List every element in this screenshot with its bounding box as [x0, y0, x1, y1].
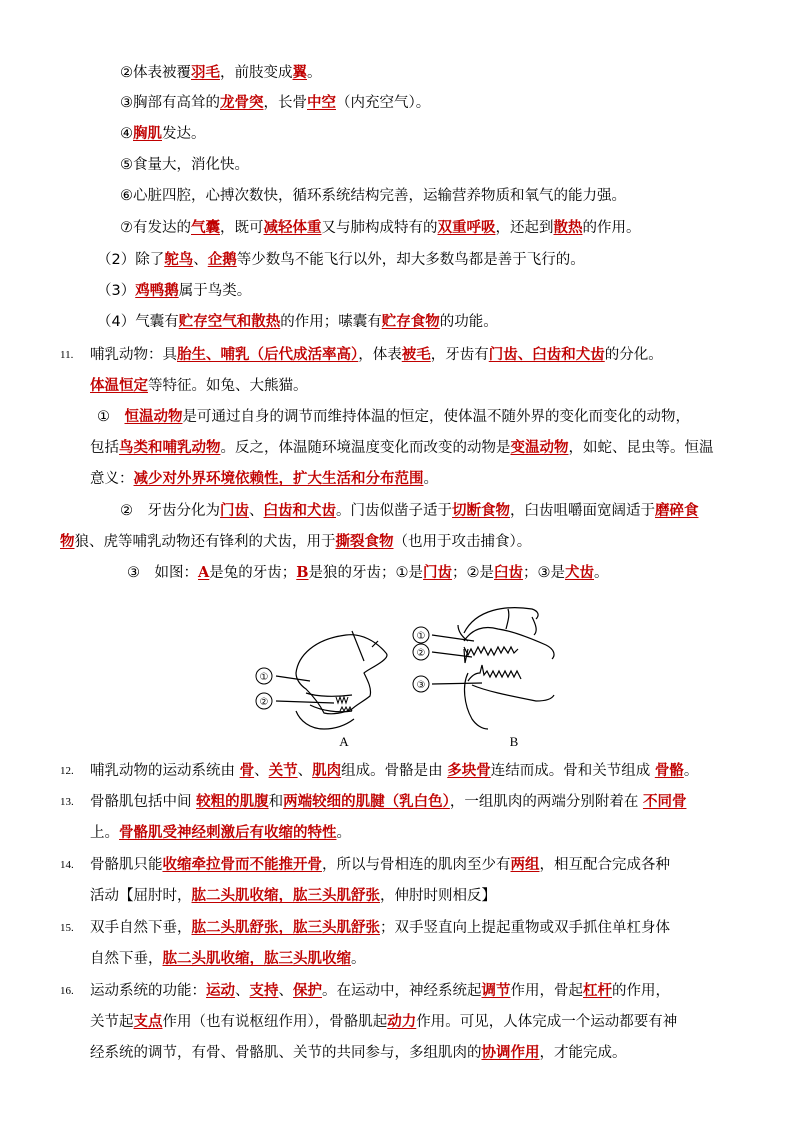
answer-keyword: 被毛	[401, 346, 431, 363]
answer-keyword: 体温恒定	[90, 377, 148, 394]
answer-keyword: 贮存空气和散热	[178, 313, 281, 330]
text-line	[90, 886, 496, 906]
text-segment: 和	[268, 794, 284, 810]
wolf-skull	[432, 608, 554, 729]
text-segment: 连结而成。骨和关节组成	[490, 763, 655, 779]
answer-keyword: 关节	[268, 762, 298, 779]
text-segment: ；②是	[452, 565, 495, 581]
answer-keyword: 肱二头肌舒张，肱三头肌舒张	[191, 919, 380, 936]
text-segment: 的分化。	[604, 347, 663, 363]
answer-keyword: 保护	[293, 982, 322, 999]
text-segment: 、	[254, 763, 269, 779]
answer-keyword: 运动	[206, 982, 235, 999]
answer-keyword: 气囊	[191, 219, 220, 236]
answer-keyword: A	[198, 564, 210, 581]
marker-b3: ③	[416, 680, 426, 691]
text-segment: 、	[297, 763, 313, 779]
text-segment: 骨骼肌包括中间	[90, 794, 197, 810]
text-segment: 属于鸟类。	[178, 283, 252, 299]
text-segment: ，还起到	[495, 220, 554, 236]
text-segment: 、	[235, 983, 250, 999]
text-segment: 发达。	[162, 126, 206, 142]
text-line	[97, 312, 498, 332]
text-segment: 。	[594, 565, 609, 581]
text-segment: ⑦有发达的	[120, 220, 191, 236]
text-segment: 。	[423, 471, 438, 487]
text-line	[90, 949, 366, 969]
answer-keyword: 动力	[387, 1013, 417, 1030]
text-segment: 。反之，体温随环境温度变化而改变的动物是	[220, 440, 511, 456]
text-segment: 、	[278, 983, 293, 999]
text-segment: 。在运动中，神经系统起	[322, 983, 482, 999]
text-segment: ，伸肘时则相反】	[380, 888, 496, 904]
text-segment: 哺乳动物：具	[90, 347, 177, 363]
answer-keyword: 贮存食物	[381, 313, 440, 330]
text-segment: 包括	[90, 440, 119, 456]
text-segment: 是可通过自身的调节而维持体温的恒定，使体温不随外界的变化而变化的动物，	[182, 409, 690, 425]
answer-keyword: 肌肉	[312, 762, 342, 779]
text-line	[120, 93, 430, 113]
rabbit-skull	[276, 631, 387, 729]
answer-keyword: 双重呼吸	[437, 219, 496, 236]
text-segment: ，才能完成。	[539, 1045, 627, 1061]
answer-keyword: 门齿	[423, 564, 453, 581]
text-segment: ⑥心脏四腔，心搏次数快，循环系统结构完善，运输营养物质和氧气的能力强。	[120, 188, 626, 204]
text-line	[90, 823, 351, 843]
answer-keyword: 不同骨	[642, 793, 687, 810]
answer-keyword: 减轻体重	[263, 219, 322, 236]
text-segment: 等少数鸟不能飞行以外，却大多数鸟都是善于飞行的。	[236, 252, 585, 268]
text-line	[120, 124, 206, 144]
text-line	[120, 155, 249, 175]
item-number: 15.	[60, 922, 74, 934]
text-line	[90, 469, 438, 489]
answer-keyword: 杠杆	[583, 982, 612, 999]
item-number: 16.	[60, 985, 74, 997]
marker-b2: ②	[416, 648, 426, 659]
text-segment: 的作用，	[612, 983, 670, 999]
text-segment: 作用（也有说枢纽作用），骨骼肌起	[162, 1014, 388, 1030]
text-line	[97, 407, 690, 427]
text-segment: 的功能。	[439, 314, 498, 330]
answer-keyword: 臼齿和犬齿	[263, 502, 336, 519]
text-segment: 是兔的牙齿；	[209, 565, 297, 581]
text-segment: 组成。骨骼是由	[341, 763, 448, 779]
text-segment: （2）除了	[97, 252, 165, 268]
answer-keyword: 变温动物	[510, 439, 569, 456]
item-number: 13.	[60, 796, 74, 808]
text-line	[90, 1043, 627, 1063]
text-segment: ② 牙齿分化为	[120, 503, 220, 519]
text-segment: ，一组肌肉的两端分别附着在	[449, 794, 643, 810]
text-segment: 。门齿似凿子适于	[336, 503, 452, 519]
text-segment: 又与肺构成特有的	[321, 220, 438, 236]
text-segment: ，如蛇、昆虫等。恒温	[568, 440, 714, 456]
text-segment: 。	[351, 951, 366, 967]
answer-keyword: 多块骨	[447, 762, 491, 779]
text-segment: ③ 如图：	[127, 565, 198, 581]
text-segment: 作用，骨起	[510, 983, 583, 999]
text-line	[90, 376, 308, 396]
text-line	[97, 250, 585, 270]
text-segment: 关节起	[90, 1014, 134, 1030]
text-segment: 自然下垂，	[90, 951, 163, 967]
text-line	[90, 918, 670, 938]
text-line	[90, 761, 698, 781]
text-segment: （4）气囊有	[97, 314, 179, 330]
item-number: 12.	[60, 765, 74, 777]
text-segment: ，前肢变成	[220, 65, 293, 81]
text-segment: ；③是	[523, 565, 566, 581]
text-segment: 等特征。如兔、大熊猫。	[148, 378, 308, 394]
answer-keyword: 胸肌	[133, 125, 162, 142]
text-segment: （也用于攻击捕食）。	[393, 534, 532, 550]
text-segment: ；双手竖直向上提起重物或双手抓住单杠身体	[380, 920, 670, 936]
text-segment: 狼、虎等哺乳动物还有锋利的犬齿，用于	[74, 534, 336, 550]
answer-keyword: 骨骼肌受神经刺激后有收缩的特性	[119, 824, 337, 841]
marker-a1: ①	[259, 672, 269, 683]
answer-keyword: 支持	[249, 982, 279, 999]
text-line	[60, 532, 531, 552]
text-segment: 的作用。	[582, 220, 641, 236]
answer-keyword: 肱二头肌收缩，肱三头肌收缩	[162, 950, 351, 967]
text-segment: 的作用；嗉囊有	[280, 314, 382, 330]
answer-keyword: 散热	[553, 219, 583, 236]
text-segment: ，牙齿有	[430, 347, 489, 363]
answer-keyword: 收缩牵拉骨而不能推开骨	[162, 856, 322, 873]
text-segment: ④	[120, 126, 133, 142]
figure-label-a: A	[339, 734, 349, 749]
text-segment: 作用。可见，人体完成一个运动都要有神	[416, 1014, 678, 1030]
marker-b1: ①	[416, 631, 426, 642]
text-segment: 意义：	[90, 471, 134, 487]
text-segment: ，所以与骨相连的肌肉至少有	[322, 857, 511, 873]
text-segment: ，臼齿咀嚼面宽阔适于	[510, 503, 655, 519]
text-segment: 、	[249, 503, 264, 519]
answer-keyword: 龙骨突	[220, 94, 264, 111]
answer-keyword: 磨碎食	[655, 502, 699, 519]
text-segment: ⑤食量大，消化快。	[120, 157, 249, 173]
text-segment: ②体表被覆	[120, 65, 191, 81]
text-segment: 经系统的调节，有骨、骨骼肌、关节的共同参与，多组肌肉的	[90, 1045, 482, 1061]
teeth-diagram	[236, 601, 566, 753]
answer-keyword: 肱二头肌收缩，肱三头肌舒张	[191, 887, 380, 904]
text-line	[90, 792, 686, 812]
text-segment: 双手自然下垂，	[90, 920, 192, 936]
answer-keyword: 物	[60, 533, 75, 550]
answer-keyword: 中空	[307, 94, 336, 111]
text-segment: 活动【屈肘时，	[90, 888, 192, 904]
answer-keyword: 鸟类和哺乳动物	[119, 439, 221, 456]
answer-keyword: 臼齿	[494, 564, 524, 581]
text-segment: 上。	[90, 825, 119, 841]
text-segment: 、	[193, 252, 208, 268]
text-segment: ③胸部有高耸的	[120, 95, 220, 111]
text-line	[120, 218, 641, 238]
answer-keyword: 门齿、臼齿和犬齿	[488, 346, 605, 363]
answer-keyword: 两端较细的肌腱（乳白色）	[283, 793, 450, 810]
text-line	[127, 563, 609, 583]
text-line	[90, 345, 663, 365]
text-segment: 运动系统的功能：	[90, 983, 206, 999]
answer-keyword: 支点	[133, 1013, 163, 1030]
text-segment: 骨骼肌只能	[90, 857, 163, 873]
text-segment: ①	[97, 409, 125, 425]
text-segment: （内充空气）。	[336, 95, 431, 111]
answer-keyword: 翼	[292, 64, 307, 81]
text-segment: ，长骨	[263, 95, 307, 111]
answer-keyword: 协调作用	[481, 1044, 540, 1061]
text-line	[90, 1012, 677, 1032]
text-line	[90, 855, 670, 875]
answer-keyword: 鸵鸟	[164, 251, 194, 268]
text-line	[120, 501, 699, 521]
text-segment: （3）	[97, 283, 136, 299]
answer-keyword: 门齿	[220, 502, 249, 519]
answer-keyword: 羽毛	[191, 64, 220, 81]
answer-keyword: 骨	[239, 762, 255, 779]
figure-label-b: B	[509, 734, 519, 749]
text-line	[90, 981, 670, 1001]
text-segment: 是狼的牙齿；①是	[308, 565, 424, 581]
answer-keyword: 减少对外界环境依赖性，扩大生活和分布范围	[133, 470, 424, 487]
text-segment: ，既可	[220, 220, 264, 236]
text-segment: ，体表	[358, 347, 402, 363]
item-number: 11.	[60, 349, 74, 361]
answer-keyword: 恒温动物	[124, 408, 183, 425]
answer-keyword: 犬齿	[565, 564, 595, 581]
text-line	[120, 186, 626, 206]
answer-keyword: B	[296, 564, 309, 581]
answer-keyword: 企鹅	[207, 251, 237, 268]
text-segment: 。	[683, 763, 699, 779]
answer-keyword: 较粗的肌腹	[196, 793, 269, 810]
item-number: 14.	[60, 859, 74, 871]
text-line	[97, 281, 251, 301]
answer-keyword: 鸡鸭鹅	[135, 282, 179, 299]
text-segment: 哺乳动物的运动系统由	[90, 763, 240, 779]
text-segment: 。	[336, 825, 351, 841]
answer-keyword: 切断食物	[452, 502, 510, 519]
text-segment: ，相互配合完成各种	[539, 857, 670, 873]
text-segment: 。	[307, 65, 322, 81]
answer-keyword: 胎生、哺乳（后代成活率高）	[177, 346, 359, 363]
answer-keyword: 撕裂食物	[335, 533, 394, 550]
marker-a2: ②	[259, 697, 269, 708]
answer-keyword: 调节	[481, 982, 511, 999]
answer-keyword: 骨骼	[654, 762, 684, 779]
text-line	[120, 63, 322, 83]
answer-keyword: 两组	[510, 856, 540, 873]
text-line	[90, 438, 714, 458]
